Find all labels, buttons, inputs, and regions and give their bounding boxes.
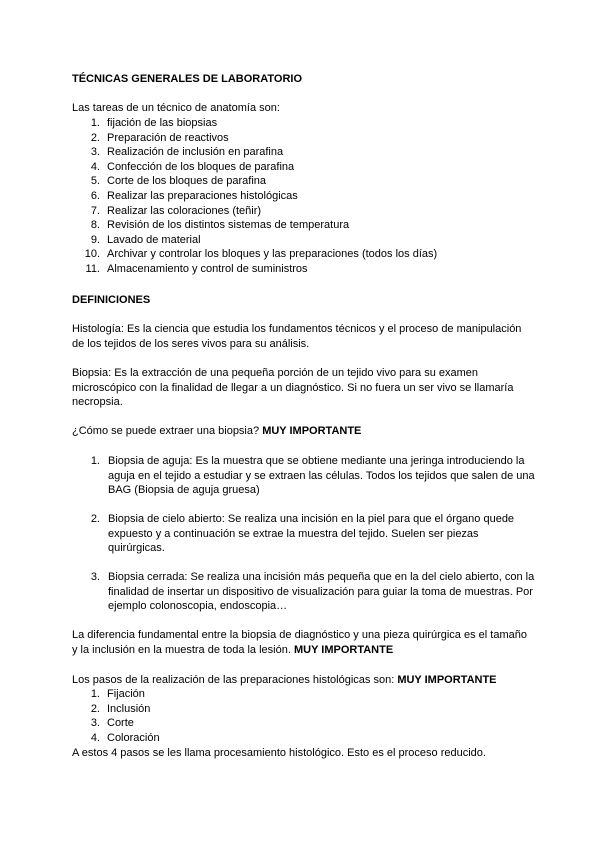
biopsia-definition: Biopsia: Es la extracción de una pequeña porción de un tejido vivo para su examen microscópico con la finalidad de llegar a un diagnóstico. Si no fuera un ser vivo se llamaría necropsia. [72,367,514,408]
method-item [80,512,536,556]
list-text: Inclusión [107,702,151,715]
list-number: 5. [90,175,100,188]
list-item [80,247,437,261]
list-item [80,160,294,174]
method-number: 3. [90,571,100,583]
list-number: 1. [90,117,100,129]
list-text: Realizar las preparaciones histológicas [107,190,298,202]
closing-text: A estos 4 pasos se les llama procesamiento histológico. Esto es el proceso reducido. [72,747,486,759]
list-number: 4. [90,731,100,744]
list-item [80,218,349,232]
method-number: 1. [90,455,100,467]
list-item [80,731,160,745]
difference-paragraph [72,628,532,657]
method-text: Biopsia de aguja: Es la muestra que se obtiene mediante una jeringa introduciendo la aguja en el tejido a estudiar y se extraen las células. Todos los tejidos que salen de una BAG (Biopsia de aguja gruesa) [108,455,535,496]
list-item [80,189,298,203]
method-text: Biopsia de cielo abierto: Se realiza una incisión en la piel para que el órgano quede expuesto y a continuación se extrae la muestra del tejido. Suelen ser piezas quirúrgicas. [108,513,515,554]
list-text: Confección de los bloques de parafina [107,160,295,173]
list-number: 11. [85,263,100,275]
list-item [80,116,217,130]
list-text: Revisión de los distintos sistemas de temperatura [107,219,350,232]
list-text: Almacenamiento y control de suministros [107,263,308,275]
question-text: ¿Cómo se puede extraer una biopsia? [72,425,260,437]
list-text: Preparación de reactivos [107,131,229,144]
list-number: 3. [90,717,100,730]
list-text: Corte [107,717,134,730]
list-number: 2. [90,702,100,715]
list-item [80,687,145,701]
list-item [80,702,150,716]
important-label: MUY IMPORTANTE [397,674,497,686]
list-number: 6. [90,190,100,202]
list-number: 10. [84,248,100,261]
list-text: Corte de los bloques de parafina [107,175,266,188]
list-number: 8. [90,219,100,232]
list-item [80,204,261,218]
list-text: Archivar y controlar los bloques y las preparaciones (todos los días) [107,248,438,261]
list-text: Realizar las coloraciones (teñir) [107,204,262,217]
list-item [80,262,308,276]
list-text: Lavado de material [107,233,201,246]
important-label: MUY IMPORTANTE [293,643,394,656]
page-title: TÉCNICAS GENERALES DE LABORATORIO [72,73,302,85]
list-text: Realización de inclusión en parafina [107,146,284,159]
list-item [80,716,134,730]
list-number: 9. [90,233,100,246]
steps-intro [72,673,497,687]
difference-text: La diferencia fundamental entre la biopsia de diagnóstico y una pieza quirúrgica es el tamaño y la inclusión en la muestra de toda la lesión. [72,629,527,656]
method-item [80,454,536,498]
list-item [80,145,283,159]
biopsy-question [72,424,361,438]
list-text: Coloración [107,731,160,744]
list-number: 2. [90,131,100,144]
list-item [80,174,266,188]
important-label: MUY IMPORTANTE [262,425,362,437]
list-item [80,233,201,247]
method-item [80,570,536,614]
steps-intro-text: Los pasos de la realización de las preparaciones histológicas son: [72,674,395,686]
list-item [80,131,229,145]
list-number: 4. [90,160,100,173]
list-number: 1. [90,688,100,700]
histologia-definition: Histología: Es la ciencia que estudia los fundamentos técnicos y el proceso de manipulación de los tejidos de los seres vivos para su análisis. [72,323,522,350]
definitions-heading: DEFINICIONES [72,294,151,306]
tasks-intro: Las tareas de un técnico de anatomía son: [72,102,280,114]
list-text: Fijación [107,688,145,700]
list-number: 3. [90,146,100,159]
list-text: fijación de las biopsias [107,117,218,129]
method-number: 2. [90,513,100,525]
method-text: Biopsia cerrada: Se realiza una incisión más pequeña que en la del cielo abierto, con la finalidad de insertar un dispositivo de visualización para guiar la toma de muestras. Por ejemplo colonoscopia, endoscopia… [108,571,535,612]
list-number: 7. [90,204,100,217]
